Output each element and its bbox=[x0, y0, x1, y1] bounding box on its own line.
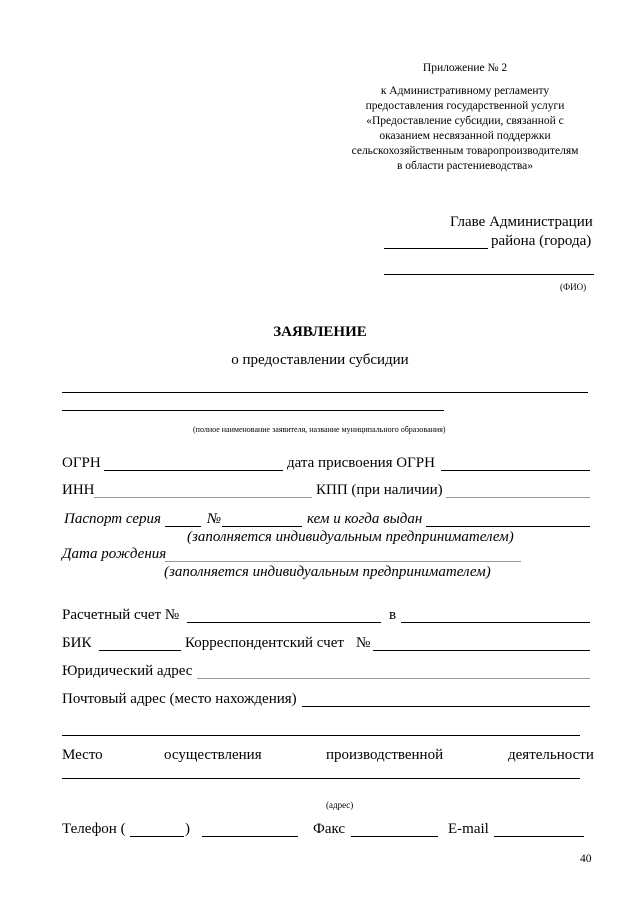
phone-code-field[interactable] bbox=[130, 836, 184, 837]
fio-caption: (ФИО) bbox=[560, 282, 587, 292]
ogrn-field[interactable] bbox=[104, 470, 283, 471]
page-number: 40 bbox=[580, 853, 592, 865]
bank-field[interactable] bbox=[401, 622, 590, 623]
ogrn-date-label: дата присвоения ОГРН bbox=[287, 455, 435, 471]
appendix-line: в области растениеводства» bbox=[396, 160, 533, 172]
applicant-blank-2[interactable] bbox=[62, 410, 444, 411]
legal-address-field[interactable] bbox=[197, 678, 590, 679]
birth-date-label: Дата рождения bbox=[62, 546, 167, 562]
activity-address-field[interactable] bbox=[62, 778, 580, 779]
appendix-line: «Предоставление субсидии, связанной с bbox=[366, 115, 564, 127]
activity-word: Место bbox=[62, 747, 103, 763]
kpp-field[interactable] bbox=[446, 497, 590, 498]
appendix-line: сельскохозяйственным товаропроизводителям bbox=[351, 145, 579, 157]
ogrn-date-field[interactable] bbox=[441, 470, 590, 471]
postal-address-label: Почтовый адрес (место нахождения) bbox=[62, 691, 297, 707]
issued-by-label: кем и когда выдан bbox=[307, 511, 423, 527]
email-label: E-mail bbox=[448, 821, 489, 837]
inn-field[interactable] bbox=[94, 497, 312, 498]
inn-label: ИНН bbox=[62, 482, 95, 498]
appendix-line: оказанием несвязанной поддержки bbox=[379, 130, 551, 142]
account-field[interactable] bbox=[187, 622, 381, 623]
email-field[interactable] bbox=[494, 836, 584, 837]
fax-field[interactable] bbox=[351, 836, 438, 837]
fax-label: Факс bbox=[313, 821, 346, 837]
appendix-title: Приложение № 2 bbox=[422, 62, 508, 74]
district-blank[interactable] bbox=[384, 248, 488, 249]
ip-note: (заполняется индивидуальным предпринимателем) bbox=[187, 529, 514, 545]
legal-address-label: Юридический адрес bbox=[62, 663, 193, 679]
addressee-line1: Главе Администрации bbox=[450, 214, 593, 230]
passport-series-field[interactable] bbox=[165, 526, 201, 527]
fio-blank[interactable] bbox=[384, 274, 594, 275]
phone-close: ) bbox=[185, 821, 190, 837]
ip-note: (заполняется индивидуальным предпринимателем) bbox=[164, 564, 491, 580]
account-in-label: в bbox=[389, 607, 397, 623]
issued-by-field[interactable] bbox=[426, 526, 590, 527]
page-subtitle: о предоставлении субсидии bbox=[231, 352, 409, 368]
birth-date-field[interactable] bbox=[165, 561, 521, 562]
appendix-line: предоставления государственной услуги bbox=[365, 100, 565, 112]
activity-word: деятельности bbox=[508, 747, 594, 763]
addressee-line2: района (города) bbox=[491, 233, 592, 249]
ogrn-label: ОГРН bbox=[62, 455, 101, 471]
phone-label: Телефон ( bbox=[62, 821, 126, 837]
applicant-blank-1[interactable] bbox=[62, 392, 588, 393]
bik-label: БИК bbox=[62, 635, 92, 651]
page-title: ЗАЯВЛЕНИЕ bbox=[273, 324, 367, 340]
postal-address-field-2[interactable] bbox=[62, 735, 580, 736]
corr-no-label: № bbox=[356, 635, 371, 651]
corr-account-field[interactable] bbox=[373, 650, 590, 651]
bik-field[interactable] bbox=[99, 650, 181, 651]
kpp-label: КПП (при наличии) bbox=[316, 482, 443, 498]
address-caption: (адрес) bbox=[326, 800, 354, 810]
passport-series-label: Паспорт серия bbox=[64, 511, 161, 527]
account-label: Расчетный счет № bbox=[62, 607, 180, 623]
phone-field[interactable] bbox=[202, 836, 298, 837]
corr-account-label: Корреспондентский счет bbox=[185, 635, 344, 651]
activity-word: осуществления bbox=[164, 747, 262, 763]
passport-no-field[interactable] bbox=[222, 526, 302, 527]
appendix-line: к Административному регламенту bbox=[380, 85, 550, 97]
passport-no-label: № bbox=[207, 511, 222, 527]
activity-word: производственной bbox=[326, 747, 444, 763]
postal-address-field[interactable] bbox=[302, 706, 590, 707]
applicant-caption: (полное наименование заявителя, название муниципального образования) bbox=[193, 425, 446, 434]
